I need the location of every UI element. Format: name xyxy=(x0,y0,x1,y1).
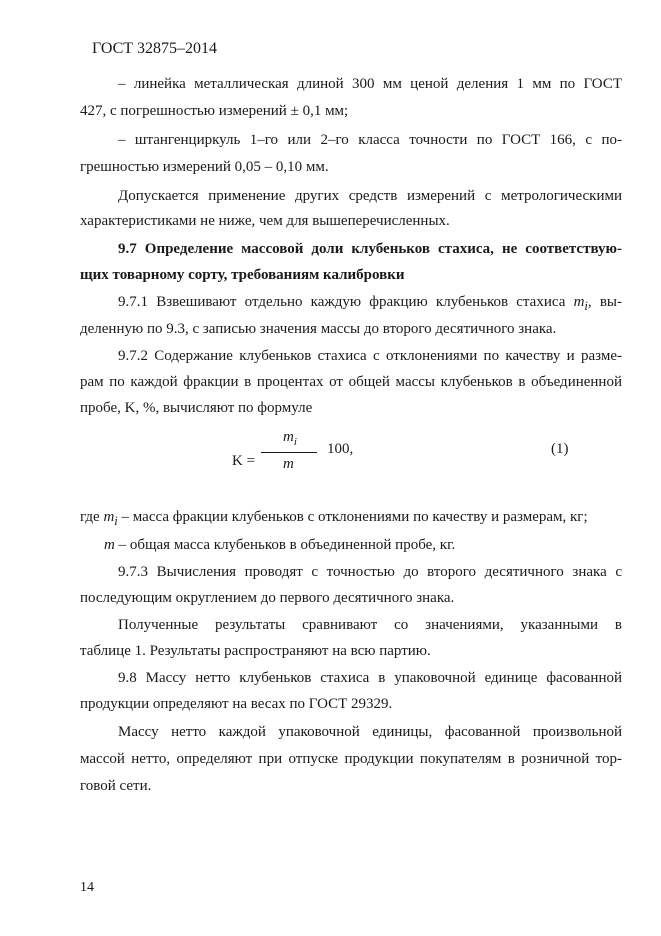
text-line: таблице 1. Результаты распространяют на всю партию. xyxy=(80,643,431,659)
formula-lhs: K = xyxy=(232,453,256,469)
paragraph-line xyxy=(118,293,622,311)
text-segment: где xyxy=(80,509,104,525)
paragraph-line: Полученные результаты сравнивают со значениями, указанными в xyxy=(118,617,622,633)
text-line: грешностью измерений 0,05 – 0,10 мм. xyxy=(80,159,329,175)
text-line: массой нетто, определяют при отпуске продукции покупателям в розничной тор- xyxy=(80,751,622,767)
paragraph-line: Допускается применение других средств измерений с метрологическими xyxy=(118,188,622,204)
section-heading-cont: щих товарному сорту, требованиям калибровки xyxy=(80,267,405,283)
text-segment: 9.7.1 Взвешивают отдельно каждую фракцию клубеньков стахиса xyxy=(118,294,574,310)
definition-line xyxy=(104,536,622,554)
text-line: пробе, K, %, вычисляют по формуле xyxy=(80,400,313,416)
subscript-i: i xyxy=(114,514,118,528)
paragraph-line: 9.7.3 Вычисления проводят с точностью до второго десятичного знака с xyxy=(118,564,622,580)
definition-line xyxy=(80,508,622,526)
page-number: 14 xyxy=(80,880,94,895)
list-item: – штангенциркуль 1–го или 2–го класса точности по ГОСТ 166, с по- xyxy=(118,132,622,148)
text-line: характеристиками не ниже, чем для вышеперечисленных. xyxy=(80,213,450,229)
variable-m: m xyxy=(283,456,294,472)
text-segment: – масса фракции клубеньков с отклонениями по качеству и размерам, кг; xyxy=(117,509,588,525)
list-item: – линейка металлическая длиной 300 мм ценой деления 1 мм по ГОСТ xyxy=(118,76,622,92)
fraction-bar xyxy=(261,452,317,453)
numerator xyxy=(283,429,297,448)
variable-m: m xyxy=(283,429,294,445)
text-line: говой сети. xyxy=(80,778,152,794)
denominator xyxy=(283,456,294,473)
subscript-i: i xyxy=(584,299,588,313)
subscript-i: i xyxy=(293,436,297,448)
variable-m: m xyxy=(573,294,585,310)
paragraph-line: 9.8 Массу нетто клубеньков стахиса в упаковочной единице фасованной xyxy=(118,670,622,686)
formula-factor: 100, xyxy=(327,441,354,457)
text-line: деленную по 9.3, с записью значения массы до второго десятичного знака. xyxy=(80,321,557,337)
text-segment: – общая масса клубеньков в объединенной пробе, кг. xyxy=(114,537,456,553)
variable-m: m xyxy=(104,537,115,553)
text-segment: , вы- xyxy=(587,294,622,310)
text-line: последующим округлением до первого десятичного знака. xyxy=(80,590,455,606)
section-heading: 9.7 Определение массовой доли клубеньков стахиса, не соответствую- xyxy=(118,241,622,257)
variable-m: m xyxy=(103,509,115,525)
document-header: ГОСТ 32875–2014 xyxy=(92,40,218,57)
text-line: рам по каждой фракции в процентах от общей массы клубеньков в объединенной xyxy=(80,374,622,390)
formula-number: (1) xyxy=(551,441,569,457)
paragraph-line: 9.7.2 Содержание клубеньков стахиса с отклонениями по качеству и разме- xyxy=(118,348,622,364)
text-line: продукции определяют на весах по ГОСТ 29329. xyxy=(80,696,393,712)
text-line: 427, с погрешностью измерений ± 0,1 мм; xyxy=(80,103,349,119)
paragraph-line: Массу нетто каждой упаковочной единицы, фасованной произвольной xyxy=(118,724,622,740)
